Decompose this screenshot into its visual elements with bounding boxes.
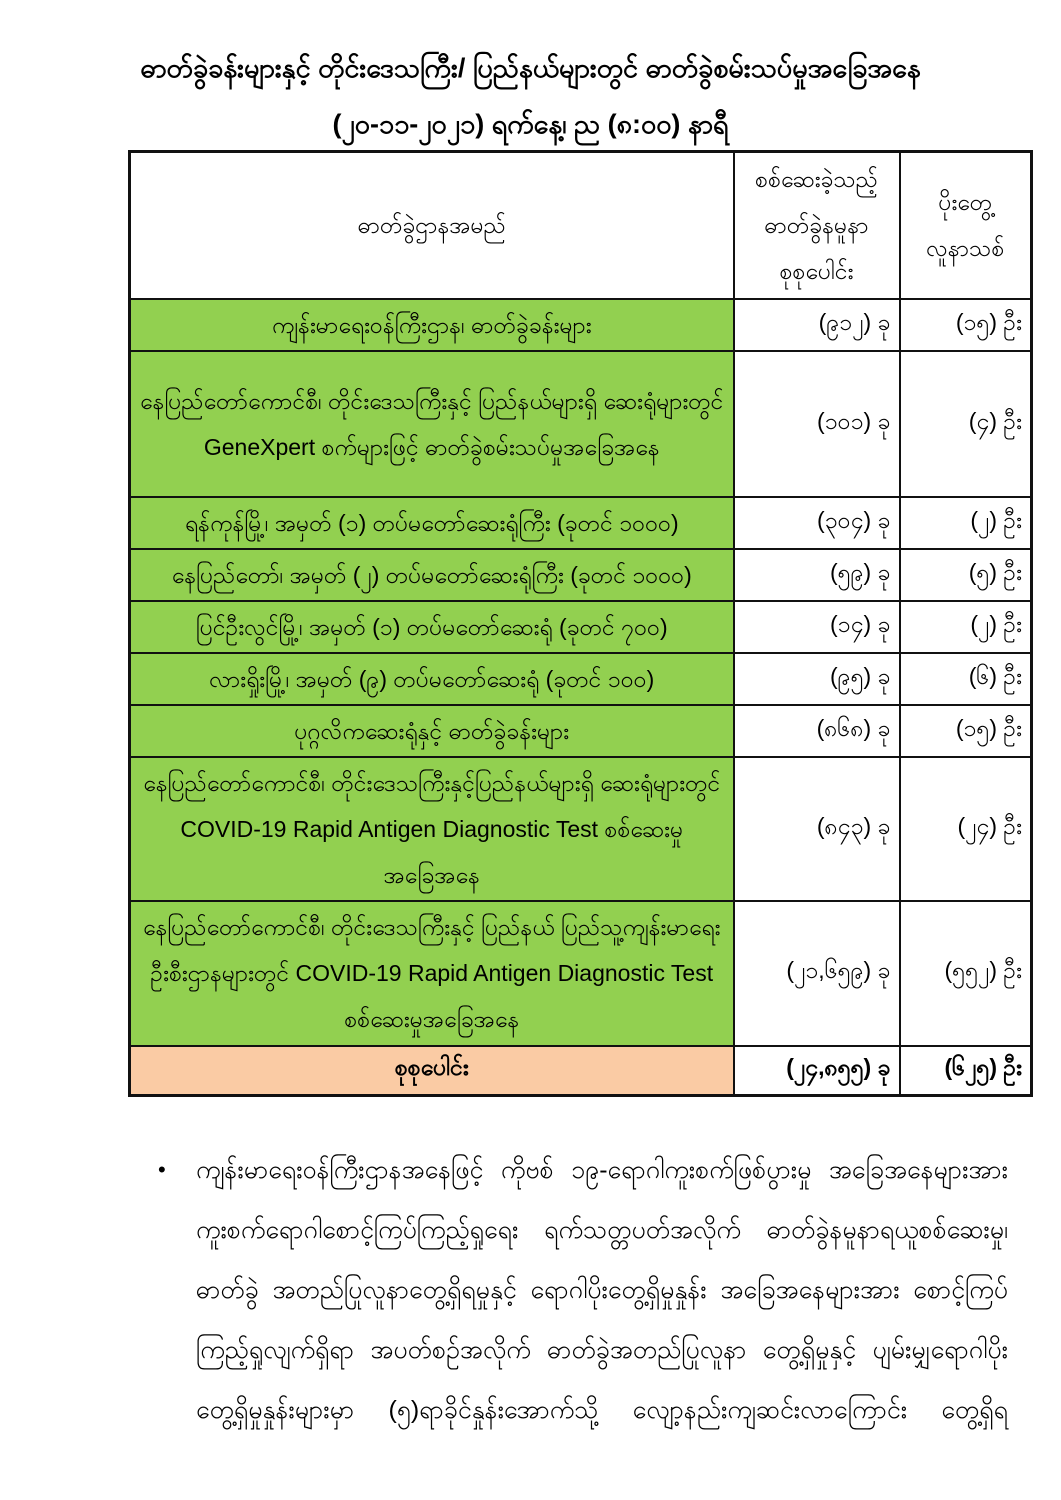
header-positives-line1: ပိုးတွေ့ (938, 189, 993, 216)
page-title (0, 40, 1061, 152)
header-samples-line3: စုစုပေါင်း (779, 258, 854, 285)
positives-cell: (၄) ဦး (900, 351, 1032, 497)
table-header-row (130, 152, 1032, 299)
table-row (130, 549, 1032, 601)
samples-cell: (၃၀၄) ခု (734, 497, 900, 549)
positives-cell: (၂) ဦး (900, 601, 1032, 653)
header-samples-line1: စစ်ဆေးခဲ့သည့် (755, 166, 878, 193)
total-samples-cell: (၂၄,၈၅၅) ခု (734, 1046, 900, 1096)
table-row (130, 497, 1032, 549)
header-lab-name-text: ဓာတ်ခွဲဌာနအမည် (357, 212, 506, 239)
header-new-positives (900, 152, 1032, 299)
table-row (130, 705, 1032, 757)
lab-name-cell: နေပြည်တော်ကောင်စီ၊ တိုင်းဒေသကြီးနှင့်ပြည်နယ်များရှိ ဆေးရုံများတွင် COVID-19 Rapid Antigen Diagnostic Test စစ်ဆေးမှုအခြေအနေ (130, 757, 734, 901)
positives-cell: (၆) ဦး (900, 653, 1032, 705)
samples-cell: (၂၁,၆၅၉) ခု (734, 901, 900, 1046)
lab-name-cell: နေပြည်တော်ကောင်စီ၊ တိုင်းဒေသကြီးနှင့် ပြည်နယ်များရှိ ဆေးရုံများတွင် GeneXpert စက်များဖြင့် ဓာတ်ခွဲစမ်းသပ်မှုအခြေအနေ (130, 351, 734, 497)
samples-cell: (၁၄) ခု (734, 601, 900, 653)
positives-cell: (၂၄) ဦး (900, 757, 1032, 901)
samples-cell: (၉၁၂) ခု (734, 299, 900, 351)
header-positives-line2: လူနာသစ် (926, 235, 1005, 262)
positives-cell: (၁၅) ဦး (900, 299, 1032, 351)
samples-cell: (၈၆၈) ခု (734, 705, 900, 757)
samples-cell: (၅၉) ခု (734, 549, 900, 601)
positives-cell: (၁၅) ဦး (900, 705, 1032, 757)
samples-cell: (၈၄၃) ခု (734, 757, 900, 901)
table-row (130, 653, 1032, 705)
bullet-marker: • (158, 1157, 166, 1182)
footnote-text: ကျန်းမာရေးဝန်ကြီးဌာနအနေဖြင့် ကိုဗစ် ၁၉-ရောဂါကူးစက်ဖြစ်ပွားမှု အခြေအနေများအား ကူးစက်ရောဂါစောင့်ကြပ်ကြည့်ရှုရေး ရက်သတ္တပတ်အလိုက် ဓာတ်ခွဲနမူနာရယူစစ်ဆေးမှု၊ ဓာတ်ခွဲ အတည်ပြုလူနာတွေ့ရှိရမှုနှင့် ရောဂါပိုးတွေ့ရှိမှုနှုန်း အခြေအနေများအား စောင့်ကြပ် ကြည့်ရှုလျက်ရှိရာ အပတ်စဉ်အလိုက် ဓာတ်ခွဲအတည်ပြုလူနာ တွေ့ရှိမှုနှင့် ပျမ်းမျှရောဂါပိုး တွေ့ရှိမှုနှုန်းများမှာ (၅)ရာခိုင်နှုန်းအောက်သို့ လျော့နည်းကျဆင်းလာကြောင်း တွေ့ရှိရ (196, 1156, 1008, 1424)
positives-cell: (၅) ဦး (900, 549, 1032, 601)
samples-cell: (၁၀၁) ခု (734, 351, 900, 497)
total-label-cell: စုစုပေါင်း (130, 1046, 734, 1096)
table-row (130, 601, 1032, 653)
lab-name-cell: နေပြည်တော်ကောင်စီ၊ တိုင်းဒေသကြီးနှင့် ပြည်နယ် ပြည်သူ့ကျန်းမာရေးဦးစီးဌာနများတွင် COVID-19 Rapid Antigen Diagnostic Test စစ်ဆေးမှုအခြေအနေ (130, 901, 734, 1046)
page-title-line1: ဓာတ်ခွဲခန်းများနှင့် တိုင်းဒေသကြီး/ ပြည်နယ်များတွင် ဓာတ်ခွဲစမ်းသပ်မှုအခြေအနေ (140, 53, 921, 83)
total-positives-cell: (၆၂၅) ဦး (900, 1046, 1032, 1096)
table-row (130, 299, 1032, 351)
table-total-row (130, 1046, 1032, 1096)
page-title-line2: (၂၀-၁၁-၂၀၂၁) ရက်နေ့၊ ည (၈:၀၀) နာရီ (332, 109, 729, 139)
table-row (130, 757, 1032, 901)
samples-cell: (၉၅) ခု (734, 653, 900, 705)
lab-name-cell: လားရှိုးမြို့၊ အမှတ် (၉) တပ်မတော်ဆေးရုံ (ခုတင် ၁၀၀) (130, 653, 734, 705)
lab-name-cell: နေပြည်တော်၊ အမှတ် (၂) တပ်မတော်ဆေးရုံကြီး (ခုတင် ၁၀၀၀) (130, 549, 734, 601)
footnote (158, 1140, 1008, 1440)
header-samples-total (734, 152, 900, 299)
positives-cell: (၂) ဦး (900, 497, 1032, 549)
positives-cell: (၅၅၂) ဦး (900, 901, 1032, 1046)
lab-name-cell: ကျန်းမာရေးဝန်ကြီးဌာန၊ ဓာတ်ခွဲခန်းများ (130, 299, 734, 351)
lab-name-cell: ရန်ကုန်မြို့၊ အမှတ် (၁) တပ်မတော်ဆေးရုံကြီး (ခုတင် ၁၀၀၀) (130, 497, 734, 549)
lab-name-cell: ပုဂ္ဂလိကဆေးရုံနှင့် ဓာတ်ခွဲခန်းများ (130, 705, 734, 757)
table-row (130, 901, 1032, 1046)
table-row (130, 351, 1032, 497)
header-lab-name (130, 152, 734, 299)
header-samples-line2: ဓာတ်ခွဲနမူနာ (764, 212, 869, 239)
lab-name-cell: ပြင်ဦးလွင်မြို့၊ အမှတ် (၁) တပ်မတော်ဆေးရုံ (ခုတင် ၇၀၀) (130, 601, 734, 653)
lab-test-table (128, 150, 1033, 1097)
